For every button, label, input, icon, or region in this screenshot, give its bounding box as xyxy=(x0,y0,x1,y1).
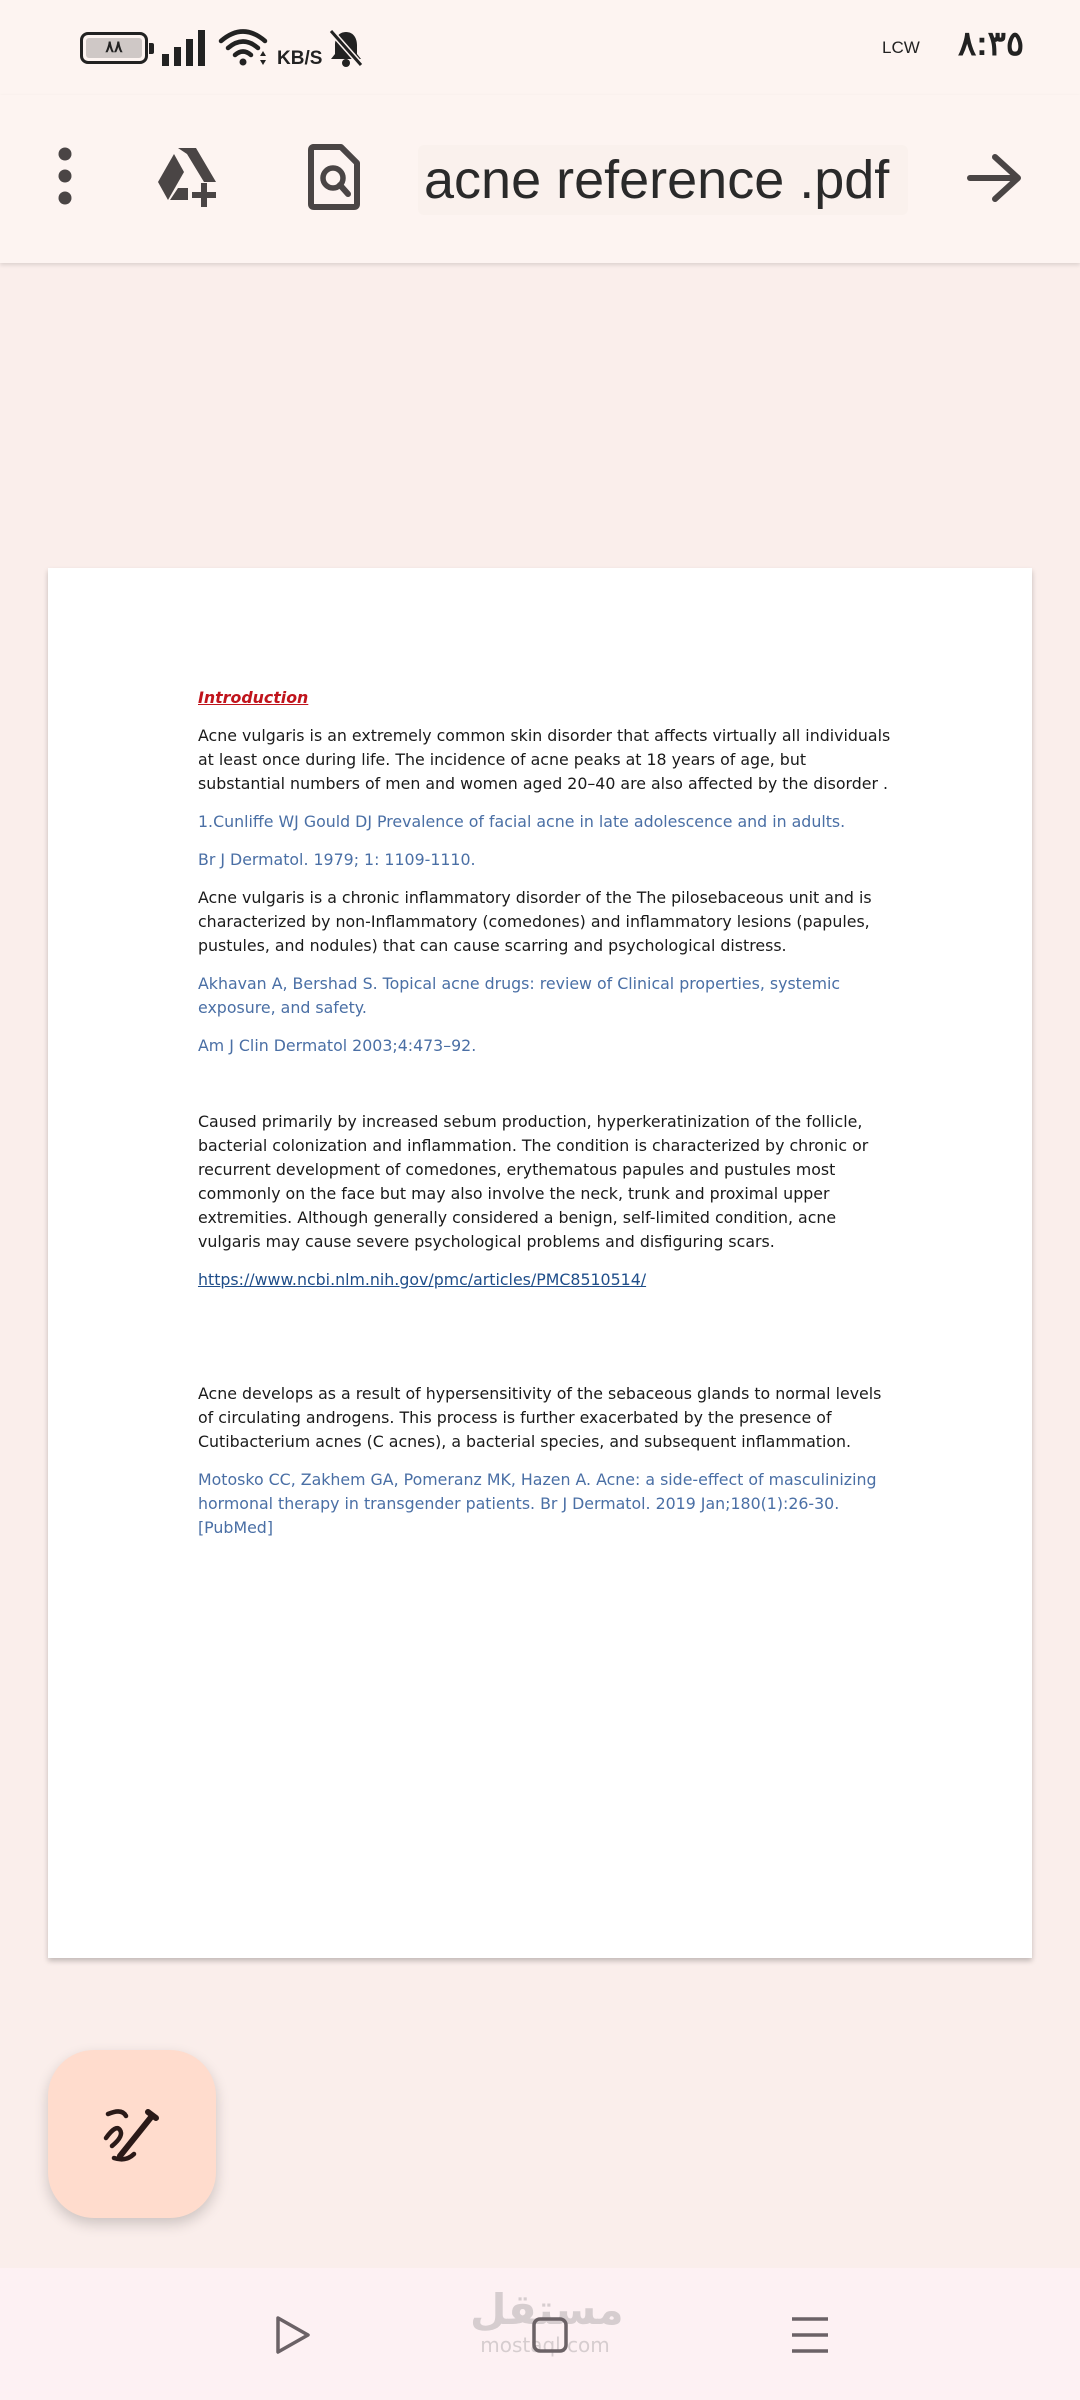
reference-text: Br J Dermatol. 1979; 1: 1109-1110. xyxy=(198,850,476,869)
arrow-forward-icon xyxy=(967,153,1023,203)
annotate-button[interactable] xyxy=(48,2050,216,2218)
battery-icon xyxy=(80,32,148,64)
section-heading: Introduction xyxy=(198,688,309,707)
reference-text: 1.Cunliffe WJ Gould DJ Prevalence of facial acne in late adolescence and in adults. xyxy=(198,812,846,831)
battery-level: ٨٨ xyxy=(86,38,142,58)
play-triangle-icon xyxy=(273,2314,313,2356)
watermark: مستقل mostaql.com xyxy=(470,2285,624,2357)
square-icon xyxy=(530,2315,570,2355)
paragraph: Acne vulgaris is an extremely common skin disorder that affects virtually all individuals at least once during life. The incidence of acne peaks at 18 years of age, but substantial numbers of men and women aged 20–40 are also affected by the disorder . xyxy=(198,726,891,793)
more-options-button[interactable] xyxy=(40,141,90,211)
paragraph: Acne develops as a result of hypersensitivity of the sebaceous glands to normal levels of circulating androgens. This process is further exacerbated by the presence of Cutibacterium acnes (C acnes), a bacterial species, and subsequent inflammation. xyxy=(198,1384,882,1451)
system-nav-bar xyxy=(0,2268,1080,2400)
nav-home-button[interactable] xyxy=(525,2310,575,2360)
more-vert-icon xyxy=(55,146,75,206)
pdf-page[interactable] xyxy=(48,568,1032,1958)
menu-lines-icon xyxy=(790,2315,830,2355)
add-to-drive-button[interactable] xyxy=(150,139,230,215)
drive-add-icon xyxy=(154,146,226,208)
reference-link[interactable]: https://www.ncbi.nlm.nih.gov/pmc/articles/PMC8510514/ xyxy=(198,1270,647,1289)
status-clock: ٨:٣٥ xyxy=(958,25,1025,63)
app-toolbar xyxy=(0,95,1080,263)
find-in-page-icon xyxy=(307,144,361,210)
notifications-off-icon xyxy=(328,28,364,68)
edit-annotate-icon xyxy=(100,2102,164,2166)
status-bar xyxy=(0,0,1080,95)
reference-text: Akhavan A, Bershad S. Topical acne drugs: review of Clinical properties, systemic exposure, and safety. xyxy=(198,974,841,1017)
cellular-signal-icon xyxy=(162,30,206,66)
document-content xyxy=(198,686,898,1554)
nav-menu-button[interactable] xyxy=(785,2310,835,2360)
reference-text: Am J Clin Dermatol 2003;4:473–92. xyxy=(198,1036,477,1055)
reference-text: Motosko CC, Zakhem GA, Pomeranz MK, Hazen A. Acne: a side-effect of masculinizing hormonal therapy in transgender patients. Br J Dermatol. 2019 Jan;180(1):26-30. [PubMed] xyxy=(198,1470,877,1537)
nav-back-button[interactable] xyxy=(268,2310,318,2360)
paragraph: Caused primarily by increased sebum production, hyperkeratinization of the follicle, bacterial colonization and inflammation. The condition is characterized by chronic or recurrent development of comedones, erythematous papules and pustules most commonly on the face but may also involve the neck, trunk and proximal upper extremities. Although generally considered a benign, self-limited condition, acne vulgaris may cause severe psychological problems and disfiguring scars. xyxy=(198,1112,869,1251)
open-forward-button[interactable] xyxy=(960,143,1030,213)
network-speed-unit: KB/S xyxy=(277,48,323,69)
file-title: acne reference .pdf xyxy=(418,145,908,215)
find-in-file-button[interactable] xyxy=(302,139,366,215)
wifi-icon xyxy=(218,28,268,68)
paragraph: Acne vulgaris is a chronic inflammatory disorder of the The pilosebaceous unit and is characterized by non-Inflammatory (comedones) and inflammatory lesions (papules, pustules, and nodules) that can cause scarring and psychological distress. xyxy=(198,888,872,955)
carrier-label: LCW xyxy=(882,38,920,57)
